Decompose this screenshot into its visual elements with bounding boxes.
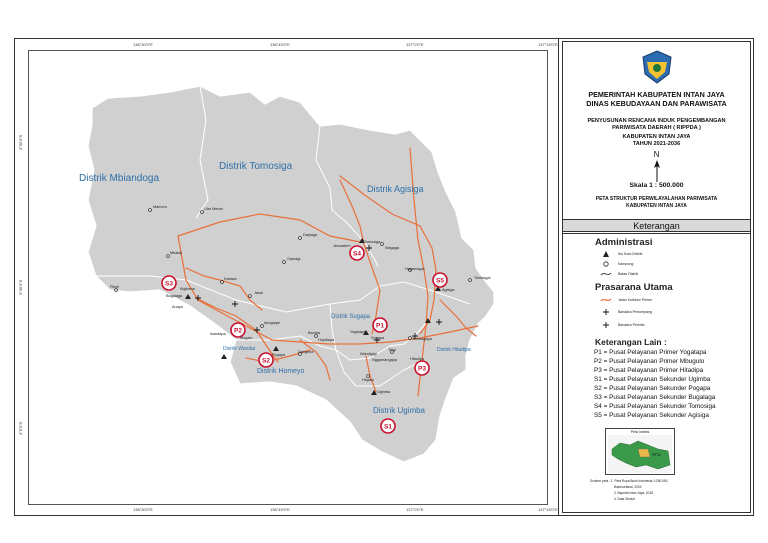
coord-top-2: 136°45'0"E (270, 42, 290, 47)
coord-top-4: 137°15'0"E (538, 42, 558, 47)
place-label: Hitadipa (410, 357, 424, 361)
place-label: Ular Merah (204, 207, 223, 211)
legend-center-s3: S3 = Pusat Pelayanan Sekunder Bugalaga (594, 394, 716, 401)
place-label: Hupdiapa (318, 338, 335, 342)
village-legend-icon (600, 261, 612, 267)
pioneer-airport-legend-icon (600, 322, 612, 328)
project-line1: PENYUSUNAN RENCANA INDUK PENGEMBANGAN (587, 118, 726, 124)
place-label: Kigibena (180, 287, 195, 291)
service-center-s5: S5 (436, 277, 444, 285)
place-label: Mogalo (240, 336, 253, 340)
coord-top-3: 137°0'0"E (406, 42, 424, 47)
map-title-line1: PETA STRUKTUR PERWILAYALAHAN PARIWISATA (595, 196, 718, 202)
source-line3: 3. Bapeda Intan Jaya, 2015 (614, 491, 653, 495)
legend-admin-3: Batas Distrik (618, 272, 639, 276)
legend-center-s4: S4 = Pusat Pelayanan Sekunder Tomosiga (594, 403, 716, 410)
place-label: Tembagapa (412, 337, 432, 341)
district-label-hitadipa: Distrik Hitadipa (437, 347, 471, 353)
source-line4: 4. Data Dishub (614, 497, 636, 501)
index-map-inset (605, 428, 675, 475)
scale-label: Skala 1 : 500.000 (629, 182, 684, 189)
place-label: Bugalaga (166, 294, 183, 298)
place-label: Agisiga (442, 288, 455, 292)
place-label: Dapiaga (303, 233, 318, 237)
place-label: Hagamagai (405, 267, 425, 271)
place-label: Wagaga (385, 246, 400, 250)
coord-bottom-4: 137°15'0"E (538, 507, 558, 512)
service-center-s2: S2 (262, 357, 270, 365)
passenger-airport-legend-icon (600, 309, 612, 315)
village-marker (367, 375, 370, 378)
place-label: Anaya (172, 305, 183, 309)
place-label: Tombagai (474, 276, 491, 280)
legend-center-s1: S1 = Pusat Pelayanan Sekunder Ugimba (594, 376, 711, 383)
service-center-s3: S3 (165, 280, 173, 288)
village-marker (283, 261, 286, 264)
service-center-p1: P1 (376, 322, 384, 330)
regency-logo (641, 50, 673, 84)
place-label: Jasai (254, 291, 263, 295)
index-map-title: Peta Indeks (630, 430, 650, 434)
district-label-wandai: Distrik Wandai (223, 346, 256, 352)
coord-left-3: 4°0'0"S (18, 421, 23, 435)
source-line1: Sumber peta : 1. Peta Rupa Bumi Indonesia 1:250.000, (590, 479, 669, 483)
village-marker (249, 295, 252, 298)
other-title: Keterangan Lain : (595, 337, 667, 347)
legend-infra-3: Bandara Perintis (618, 323, 645, 327)
index-map-drawing (608, 435, 672, 473)
place-label: Kalawa (224, 277, 237, 281)
gov-title-line2: DINAS KEBUDAYAAN DAN PARAWISATA (586, 99, 727, 108)
district-boundary-legend-icon (600, 271, 612, 277)
legend-center-s2: S2 = Pusat Pelayanan Sekunder Pogapa (594, 385, 711, 392)
service-center-s1: S1 (384, 423, 392, 431)
gov-title-line1: PEMERINTAH KABUPATEN INTAN JAYA (588, 90, 725, 99)
project-line4: TAHUN 2021-2036 (632, 141, 681, 147)
coord-left-1: 3°30'0"S (18, 134, 23, 150)
road-legend-icon (600, 297, 612, 303)
legend-center-p1: P1 = Pusat Pelayanan Primer Yogatapa (594, 349, 707, 356)
project-line2: PARIWISATA DAERAH ( RIPPDA ) (612, 125, 701, 131)
place-label: Pikeli (110, 285, 120, 289)
north-arrow-icon (653, 160, 661, 182)
district-label-tomosiga: Distrik Tomosiga (219, 161, 293, 172)
legend-center-p3: P3 = Pusat Pelayanan Primer Hitadipa (594, 367, 704, 374)
legend-infra-2: Bandara Penumpang (618, 310, 652, 314)
place-label: Hiqabu (362, 378, 375, 382)
village-marker (115, 289, 118, 292)
map-title-line2: KABUPATEN INTAN JAYA (626, 203, 687, 209)
village-marker (315, 335, 318, 338)
place-label: Jerusalem (333, 244, 351, 248)
legend-admin-1: Ibu Kota Distrik (618, 252, 643, 256)
district-capital-legend-icon (600, 251, 612, 257)
village-marker (261, 325, 264, 328)
village-marker (409, 337, 412, 340)
village-marker (201, 211, 204, 214)
village-marker (221, 281, 224, 284)
place-label: Gamagi (287, 257, 301, 261)
service-center-s4: S4 (353, 250, 361, 258)
legend-infra-1: Jalan Kolektor Primer (618, 298, 653, 302)
place-label: Ugimba (377, 390, 391, 394)
admin-title: Administrasi (595, 237, 653, 248)
project-line3: KABUPATEN INTAN JAYA (622, 134, 691, 140)
district-label-ugimba: Distrik Ugimba (373, 406, 426, 415)
index-map-label: PETA (652, 453, 661, 457)
legend-center-p2: P2 = Pusat Pelayanan Primer Mbugulo (594, 358, 705, 365)
legend-admin-2: Kampung (618, 262, 634, 266)
place-label: Pogapa (272, 353, 286, 357)
legend-header: Keterangan (562, 219, 751, 232)
village-marker (469, 279, 472, 282)
place-label: Tomosiga (364, 240, 381, 244)
place-label: Titigi (388, 348, 396, 352)
coord-bottom-1: 136°30'0"E (133, 507, 153, 512)
district-label-agisiga: Distrik Agisiga (367, 184, 424, 194)
service-center-p3: P3 (418, 365, 426, 373)
district-label-mbiandoga: Distrik Mbiandoga (79, 173, 160, 184)
coord-top-1: 136°30'0"E (133, 42, 153, 47)
north-label: N (653, 150, 660, 159)
regency-area (88, 86, 494, 462)
coord-bottom-2: 136°45'0"E (270, 507, 290, 512)
village-marker (149, 209, 152, 212)
district-label-homeyo: Distrik Homeyo (257, 368, 305, 375)
village-marker (167, 255, 170, 258)
district-label-sugapa: Distrik Sugapa (331, 314, 371, 320)
place-label: Nggamangapa (372, 358, 397, 362)
place-label: Mamoro (153, 205, 167, 209)
source-line2: Bakosurtanal, 2004 (614, 485, 642, 489)
place-label: Abugiape (264, 321, 281, 325)
place-label: Dangeria (298, 350, 314, 354)
coord-bottom-3: 137°0'0"E (406, 507, 424, 512)
service-center-p2: P2 (234, 327, 242, 335)
place-label: Isandapa (210, 332, 226, 336)
coord-left-2: 3°45'0"S (18, 279, 23, 295)
place-label: Bamba (308, 331, 321, 335)
village-marker (299, 237, 302, 240)
place-label: Yogatapa (350, 330, 366, 334)
infra-title: Prasarana Utama (595, 282, 673, 293)
place-label: Sugapa (371, 336, 385, 340)
village-marker (381, 243, 384, 246)
legend-center-s5: S5 = Pusat Pelayanan Sekunder Agisiga (594, 412, 709, 419)
district-capital-marker (221, 354, 227, 359)
place-label: Mbalaji (170, 251, 183, 255)
place-label: Wandigigi (360, 352, 377, 356)
